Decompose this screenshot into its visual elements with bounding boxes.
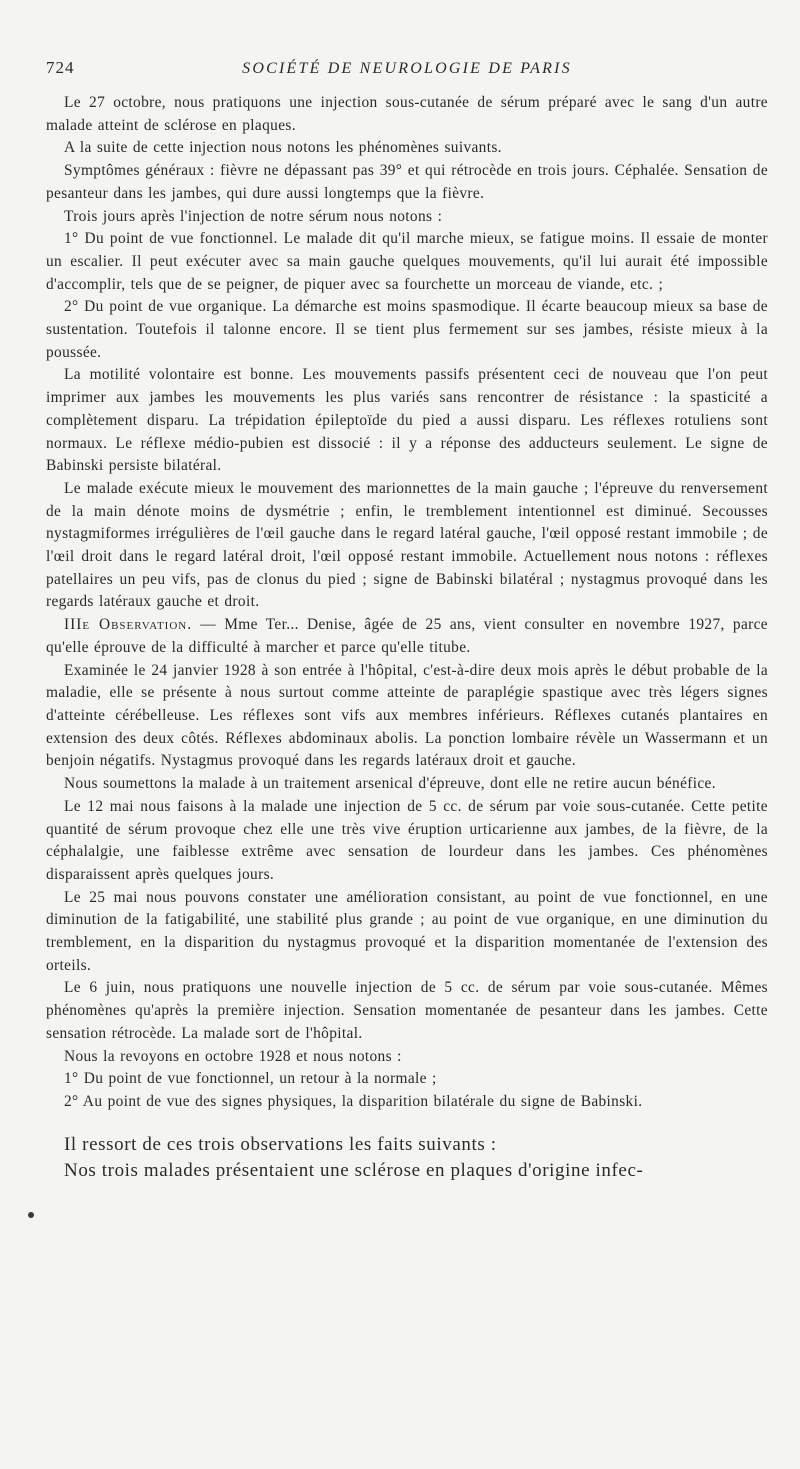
conclusion-section bbox=[46, 1132, 768, 1184]
paragraph: Trois jours après l'injection de notre sérum nous notons : bbox=[64, 207, 443, 225]
conclusion-line: Il ressort de ces trois observations les faits suivants : bbox=[64, 1133, 497, 1155]
paragraph: A la suite de cette injection nous notons les phénomènes suivants. bbox=[64, 139, 502, 157]
paragraph: Le 25 mai nous pouvons constater une amélioration consistant, au point de vue fonctionnel, en une diminution de la fatigabilité, une stabilité plus grande ; au point de vue organique, en une diminution du tremblement, en la disparition du nystagmus provoqué et la disparition momentanée de l'extension des orteils. bbox=[46, 888, 768, 974]
paragraph: Nous la revoyons en octobre 1928 et nous notons : bbox=[64, 1047, 402, 1065]
observation-label: IIIe Observation. bbox=[64, 616, 193, 634]
page-header bbox=[46, 58, 768, 88]
paragraph: Examinée le 24 janvier 1928 à son entrée à l'hôpital, c'est-à-dire deux mois après le début probable de la maladie, elle se présente à nous surtout comme atteinte de paraplégie spastique avec très légers signes d'atteinte cérébelleuse. Les réflexes sont vifs aux membres inférieurs. Réflexes cutanés plantaires en extension des deux côtés. Réflexes abdominaux abolis. La ponction lombaire révèle un Wassermann et un benjoin négatifs. Nystagmus provoqué dans les regards latéraux droit et gauche. bbox=[46, 661, 768, 770]
paragraph: La motilité volontaire est bonne. Les mouvements passifs présentent ceci de nouveau que l'on peut imprimer aux jambes les mouvements les plus variés sans rencontrer de résistance : la spasticité a complètement disparu. La trépidation épileptoïde du pied a aussi disparu. Les réflexes rotuliens sont normaux. Le réflexe médio-pubien est dissocié : il y a réponse des adducteurs seulement. Le signe de Babinski persiste bilatéral. bbox=[46, 366, 768, 475]
document-page bbox=[46, 58, 768, 1448]
page-number: 724 bbox=[46, 58, 75, 77]
paragraph: Symptômes généraux : fièvre ne dépassant pas 39° et qui rétrocède en trois jours. Céphalée. Sensation de pesanteur dans les jambes, qui dure aussi longtemps que la fièvre. bbox=[46, 162, 768, 202]
paragraph: Le malade exécute mieux le mouvement des marionnettes de la main gauche ; l'épreuve du renversement de la main dénote moins de dysmétrie ; enfin, le tremblement intentionnel est diminué. Secousses nystagmiformes irrégulières de l'œil gauche dans le regard latéral gauche, l'œil opposé restant immobile ; de l'œil droit dans le regard latéral droit, l'œil opposé restant immobile. Actuellement nous notons : réflexes patellaires un peu vifs, pas de clonus du pied ; signe de Babinski bilatéral ; nystagmus provoqué dans les regards latéraux gauche et droit. bbox=[46, 479, 768, 611]
paragraph: Le 6 juin, nous pratiquons une nouvelle injection de 5 cc. de sérum par voie sous-cutanée. Mêmes phénomènes qu'après la première injection. Sensation momentanée de pesanteur dans les jambes. Cette sensation rétrocède. La malade sort de l'hôpital. bbox=[46, 979, 768, 1042]
paragraph: 2° Au point de vue des signes physiques, la disparition bilatérale du signe de Babinski. bbox=[64, 1092, 643, 1110]
running-title: SOCIÉTÉ DE NEUROLOGIE DE PARIS bbox=[242, 60, 572, 77]
article-body bbox=[46, 92, 768, 1114]
paragraph: Nous soumettons la malade à un traitement arsenical d'épreuve, dont elle ne retire aucun bénéfice. bbox=[64, 775, 716, 793]
paragraph: Le 12 mai nous faisons à la malade une injection de 5 cc. de sérum par voie sous-cutanée. Cette petite quantité de sérum provoque chez elle une très vive éruption urticarienne aux jambes, de la fièvre, de la céphalalgie, une faiblesse extrême avec sensation de lourdeur dans les jambes. Ces phénomènes disparaissent après quelques jours. bbox=[46, 797, 768, 883]
observation-paragraph bbox=[46, 614, 768, 659]
conclusion-line: Nos trois malades présentaient une sclérose en plaques d'origine infec- bbox=[64, 1159, 644, 1181]
paragraph: 1° Du point de vue fonctionnel, un retour à la normale ; bbox=[64, 1070, 437, 1088]
paragraph: 1° Du point de vue fonctionnel. Le malade dit qu'il marche mieux, se fatigue moins. Il essaie de monter un escalier. Il peut exécuter avec sa main gauche quelques mouvements, qu'il lui aurait été impossible d'accomplir, tels que de se peigner, de piquer avec sa fourchette un morceau de viande, etc. ; bbox=[46, 230, 768, 293]
paragraph: Le 27 octobre, nous pratiquons une injection sous-cutanée de sérum préparé avec le sang d'un autre malade atteint de sclérose en plaques. bbox=[46, 94, 768, 134]
observation-text: — Mme Ter... Denise, âgée de 25 ans, vient consulter en novembre 1927, parce qu'elle éprouve de la difficulté à marcher et parce qu'elle titube. bbox=[46, 616, 768, 656]
scan-artifact-dot bbox=[28, 1212, 34, 1218]
paragraph: 2° Du point de vue organique. La démarche est moins spasmodique. Il écarte beaucoup mieux sa base de sustentation. Toutefois il talonne encore. Il se tient plus fermement sur ses jambes, résiste mieux à la poussée. bbox=[46, 298, 768, 361]
